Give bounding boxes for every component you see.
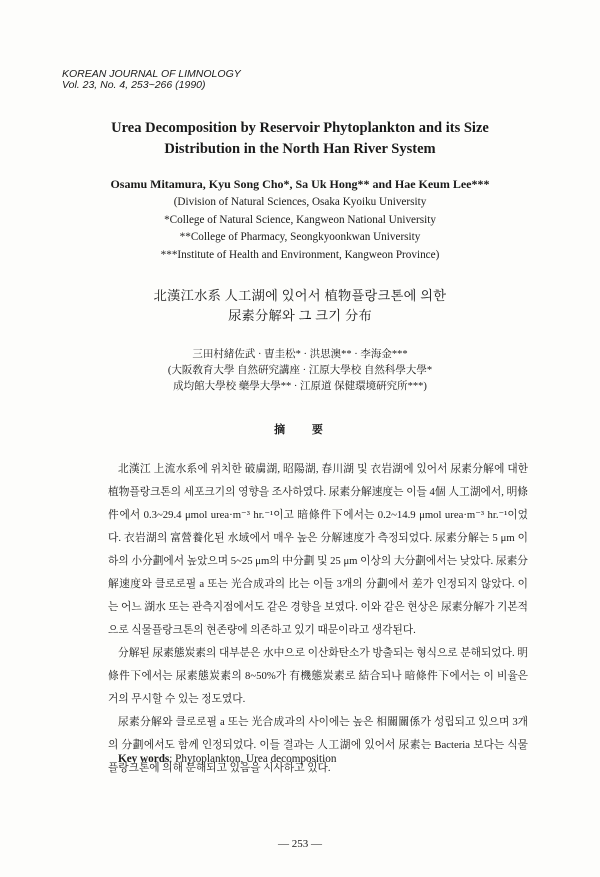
korean-author-block — [40, 347, 560, 395]
keywords — [118, 753, 336, 765]
keywords-value: : Phytoplankton, Urea decomposition — [169, 753, 337, 765]
keywords-label: Key words — [118, 753, 170, 765]
affiliation-line: (Division of Natural Sciences, Osaka Kyoiku University — [173, 196, 427, 208]
korean-affiliation-1: (大阪敎育大學 自然硏究講座 · 江原大學校 自然科學大學* — [167, 365, 433, 376]
korean-author-names: 三田村緒佐武 · 曺圭松* · 洪思澳** · 李海金*** — [192, 349, 408, 360]
affiliation-line: ***Institute of Health and Environment, Kangweon Province) — [160, 249, 440, 262]
paper-title-line-2: Distribution in the North Han River System — [164, 141, 436, 157]
paper-title-line-1: Urea Decomposition by Reservoir Phytoplankton and its Size — [111, 120, 489, 136]
abstract-paragraph: 分解된 尿素態炭素의 대부분은 水中으로 이산화탄소가 방출되는 형식으로 분해되었다. 明條件下에서는 尿素態炭素의 8~50%가 有機態炭素로 結合되나 暗條件下에서는 이 비율은 거의 무시할 수 있는 정도였다. — [108, 647, 528, 705]
author-list: Osamu Mitamura, Kyu Song Cho*, Sa Uk Hong** and Hae Keum Lee*** — [110, 177, 490, 191]
abstract-body — [108, 458, 528, 780]
abstract-heading: 摘 要 — [274, 424, 326, 436]
abstract-paragraph: 北漢江 上流水系에 위치한 破虜湖, 昭陽湖, 春川湖 및 衣岩湖에 있어서 尿素分解에 대한 植物플랑크톤의 세포크기의 영향을 조사하였다. 尿素分解速度는 이들 4個 人工湖에서, 明條件에서 0.3~29.4 μmol urea·m⁻³ hr.⁻¹이고 暗條件下에서는 0.2~14.9 μmol urea·m⁻³ hr.⁻¹이었다. 衣岩湖의 富營養化된 水域에서 매우 높은 分解速度가 측정되었다. 尿素分解는 5 μm 이하의 小分劃에서 높았으며 5~25 μm의 中分劃 및 25 μm 이상의 大分劃에서는 낮았다. 尿素分解速度와 클로로필 a 또는 光合成과의 比는 이들 3개의 分劃에서 差가 인정되지 않았다. 이는 어느 湖水 또는 관측지점에서도 같은 경향을 보였다. 이와 같은 현상은 尿素分解가 기본적으로 식물플랑크톤의 현존량에 의존하고 있기 때문이라고 생각된다. — [108, 463, 528, 636]
affiliation-line: *College of Natural Science, Kangweon National University — [164, 213, 436, 226]
affiliations — [40, 194, 560, 265]
journal-name: KOREAN JOURNAL OF LIMNOLOGY — [62, 68, 241, 80]
korean-affiliation-2: 成均館大學校 藥學大學** · 江原道 保健環境硏究所***) — [173, 381, 427, 392]
paper-title — [40, 118, 560, 160]
affiliation-line: **College of Pharmacy, Seongkyoonkwan University — [179, 231, 421, 244]
abstract-paragraph: 尿素分解와 클로로필 a 또는 光合成과의 사이에는 높은 相關關係가 성립되고 있으며 3개의 分劃에서도 함께 인정되었다. 이들 결과는 人工湖에 있어서 尿素는 Bacteria 보다는 식물플랑크톤에 의해 분해되고 있음을 시사하고 있다. — [108, 716, 528, 774]
journal-citation: Vol. 23, No. 4, 253~266 (1990) — [62, 79, 206, 91]
page-number: — 253 — — [278, 838, 322, 850]
korean-title-line-1: 北漢江水系 人工湖에 있어서 植物플랑크톤에 의한 — [153, 288, 447, 303]
journal-header — [62, 69, 241, 91]
korean-title-line-2: 尿素分解와 그 크기 分布 — [228, 308, 372, 323]
korean-title — [40, 286, 560, 326]
